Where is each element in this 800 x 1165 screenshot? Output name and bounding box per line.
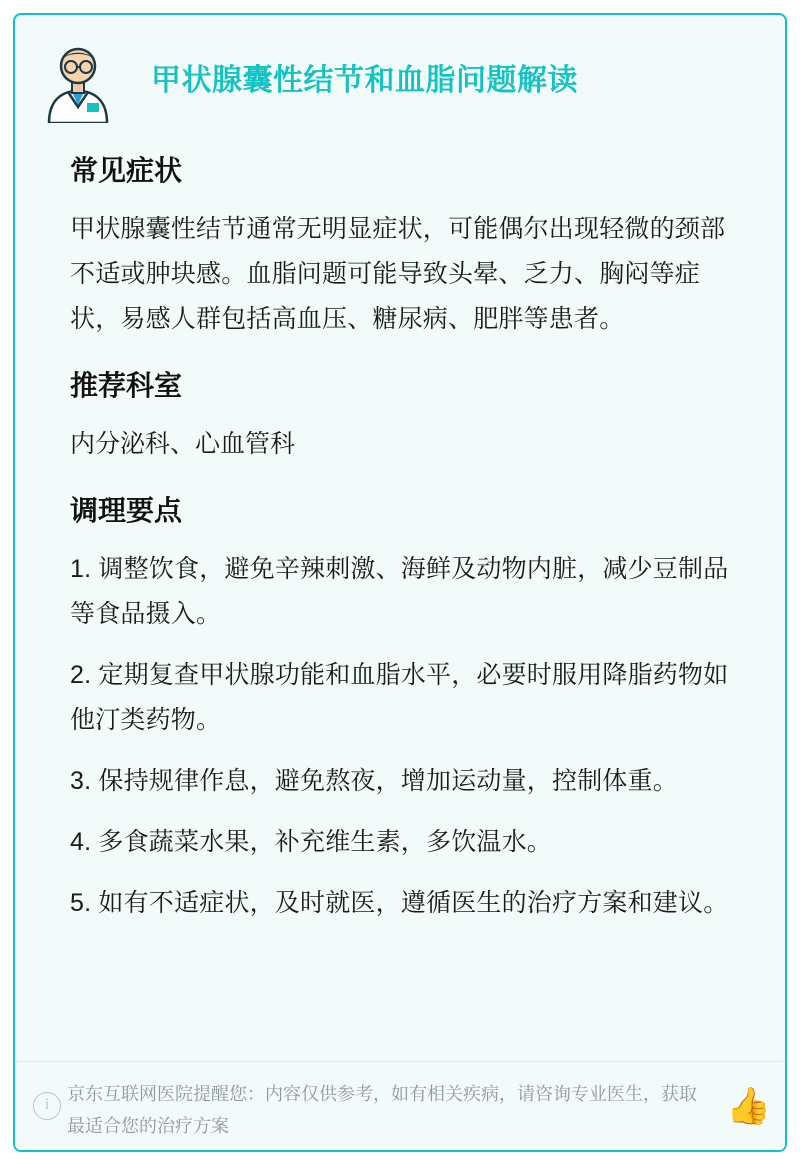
thumbs-up-icon[interactable]: 👍 [726, 1085, 771, 1126]
footer-disclaimer-bar [15, 1061, 785, 1150]
section-heading-tips: 调理要点 [70, 495, 183, 526]
section-text-symptoms: 甲状腺囊性结节通常无明显症状，可能偶尔出现轻微的颈部不适或肿块感。血脂问题可能导致头晕、乏力、胸闷等症状，易感人群包括高血压、糖尿病、肥胖等患者。 [70, 215, 726, 333]
advice-card [13, 13, 787, 1152]
section-heading-symptoms: 常见症状 [70, 155, 183, 186]
section-text-department: 内分泌科、心血管科 [70, 430, 296, 458]
tips-list [70, 547, 730, 926]
list-item: 5. 如有不适症状，及时就医，遵循医生的治疗方案和建议。 [70, 889, 729, 917]
page-title: 甲状腺囊性结节和血脂问题解读 [151, 64, 578, 97]
list-item: 4. 多食蔬菜水果，补充维生素，多饮温水。 [70, 828, 552, 856]
list-item: 1. 调整饮食，避免辛辣刺激、海鲜及动物内脏，减少豆制品等食品摄入。 [70, 555, 729, 628]
info-icon: i [33, 1092, 61, 1120]
list-item: 2. 定期复查甲状腺功能和血脂水平，必要时服用降脂药物如他汀类药物。 [70, 661, 729, 734]
disclaimer-text: 京东互联网医院提醒您：内容仅供参考，如有相关疾病，请咨询专业医生，获取最适合您的治疗方案 [67, 1084, 697, 1136]
card-header [15, 15, 785, 127]
list-item: 3. 保持规律作息，避免熬夜，增加运动量，控制体重。 [70, 767, 678, 795]
card-content [15, 153, 785, 926]
section-heading-department: 推荐科室 [70, 370, 183, 401]
doctor-avatar-icon [35, 37, 121, 123]
